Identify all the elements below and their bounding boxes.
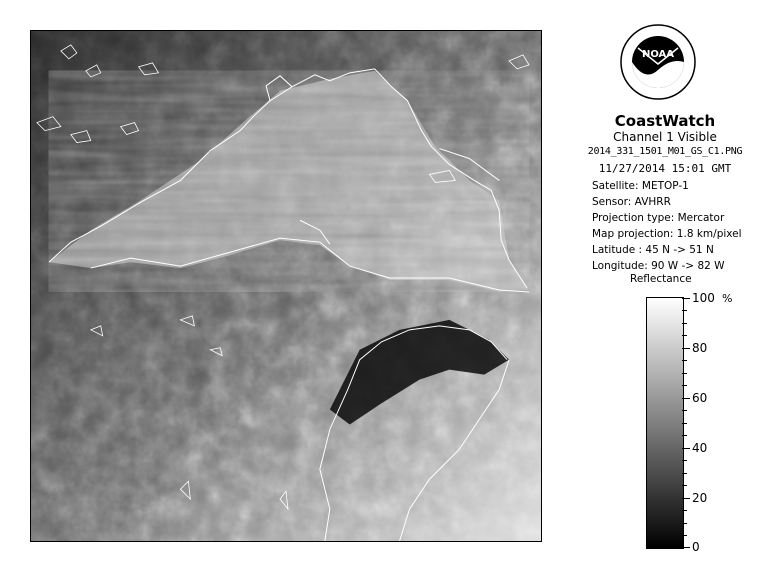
colorbar-tick-label: 60 — [692, 391, 708, 405]
colorbar-minor-tick — [682, 373, 687, 374]
colorbar-minor-tick — [682, 360, 687, 361]
colorbar-minor-tick — [682, 323, 687, 324]
colorbar-minor-tick — [682, 310, 687, 311]
logo-text: NOAA — [641, 49, 675, 60]
colorbar-minor-tick — [682, 460, 687, 461]
colorbar-minor-tick — [682, 485, 687, 486]
colorbar-tick — [682, 498, 690, 499]
filename: 2014_331_1501_M01_GS_C1.PNG — [587, 146, 743, 157]
colorbar-minor-tick — [682, 410, 687, 411]
satellite-info: Satellite: METOP-1 — [592, 180, 689, 192]
colorbar-tick-label: 80 — [692, 341, 708, 355]
colorbar-tick — [682, 398, 690, 399]
map-projection: Map projection: 1.8 km/pixel — [592, 228, 742, 240]
channel-label: Channel 1 Visible — [613, 130, 717, 144]
colorbar-tick-label: 0 — [692, 540, 700, 554]
longitude-range: Longitude: 90 W -> 82 W — [592, 260, 725, 272]
colorbar-minor-tick — [682, 510, 687, 511]
colorbar-minor-tick — [682, 423, 687, 424]
colorbar-minor-tick — [682, 435, 687, 436]
colorbar-minor-tick — [682, 535, 687, 536]
colorbar-minor-tick — [682, 385, 687, 386]
datetime: 11/27/2014 15:01 GMT — [598, 162, 732, 175]
colorbar-tick — [682, 348, 690, 349]
colorbar-unit: % — [722, 292, 733, 305]
brand-title: CoastWatch — [614, 112, 716, 130]
colorbar-label: Reflectance — [630, 273, 692, 285]
colorbar-minor-tick — [682, 335, 687, 336]
sensor-info: Sensor: AVHRR — [592, 196, 671, 208]
colorbar-tick-label: 40 — [692, 441, 708, 455]
reflectance-colorbar — [646, 297, 684, 549]
colorbar-minor-tick — [682, 523, 687, 524]
colorbar-tick-label: 20 — [692, 491, 708, 505]
latitude-range: Latitude : 45 N -> 51 N — [592, 244, 714, 256]
projection-type: Projection type: Mercator — [592, 212, 725, 224]
colorbar-tick — [682, 448, 690, 449]
colorbar-tick — [682, 298, 690, 299]
colorbar-tick — [682, 547, 690, 548]
satellite-image — [30, 30, 542, 542]
noaa-logo — [620, 24, 696, 100]
colorbar-minor-tick — [682, 473, 687, 474]
colorbar-tick-label: 100 — [692, 291, 715, 305]
